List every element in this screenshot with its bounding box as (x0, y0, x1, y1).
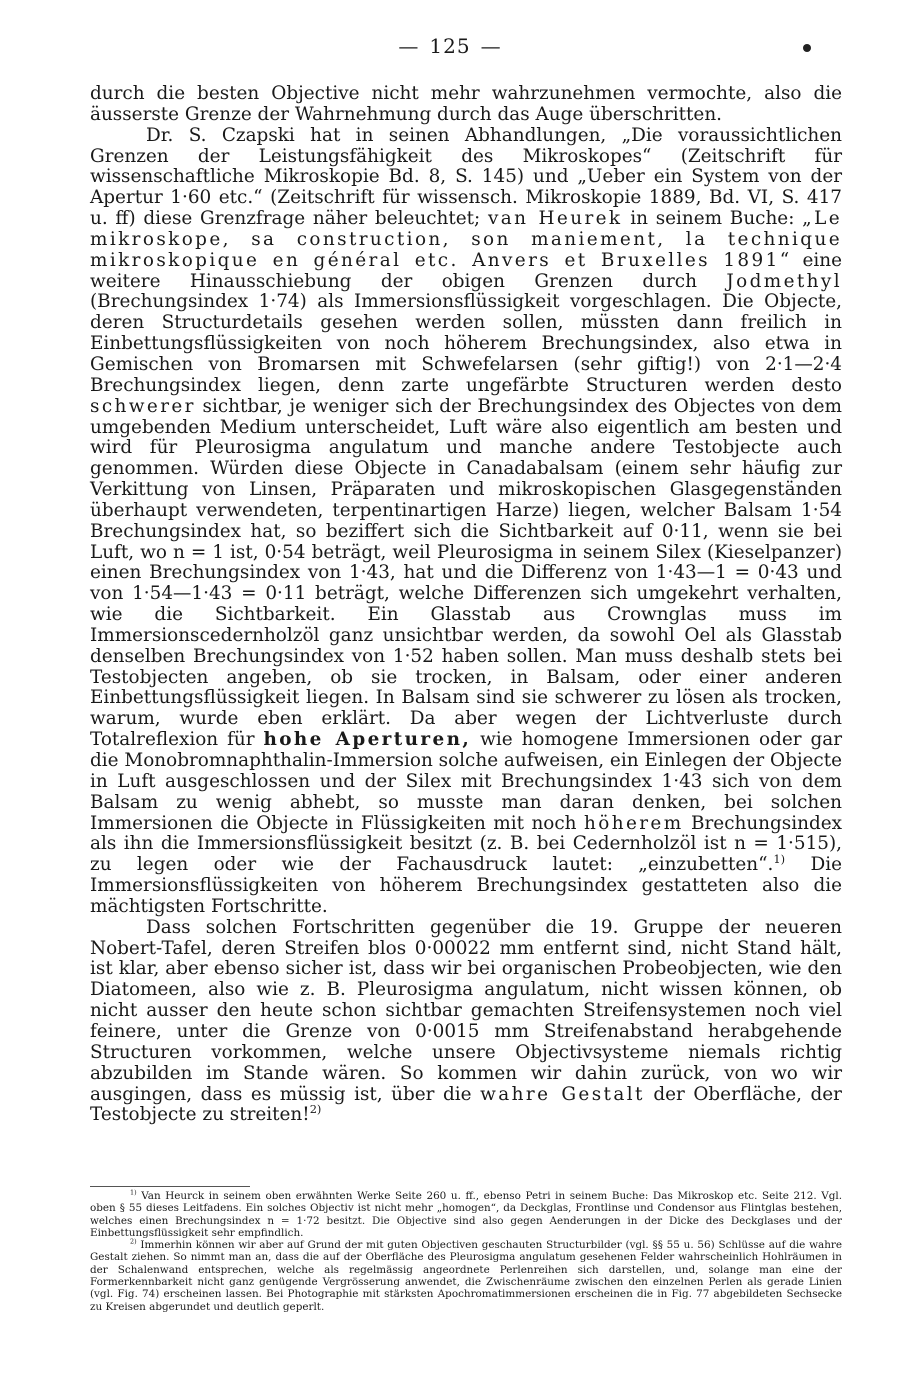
footnote-1-text: Van Heurck in seinem oben erwähnten Werke Seite 260 u. ff., ebenso Petri in seinem Buche: Das Mikroskop etc. Seite 212. Vgl. oben § 55 dieses Leitfadens. Ein solches Objectiv ist nicht mehr „homogen“, da Deckglas, Frontlinse und Condensor aus Flintglas bestehen, welches einen Brechungsindex n = 1·72 besitzt. Die Objective sind also gegen Aenderungen in der Dicke des Deckglases und der Einbettungsflüssigkeit sehr empfindlich. (90, 1190, 842, 1239)
p1-text-h: Die Immersionsflüssigkeiten von höherem Brechungsindex gestatteten also die mächtigsten Fortschritte. (90, 854, 842, 917)
p1-text-g: Brechungsindex als ihn die Immersionsflüssigkeit besitzt (z. B. bei Cedernholzöl ist n = 1·515), zu legen oder wie der Fachausdruck lautet: „einzubetten“. (90, 812, 842, 876)
p1-author-name: van Heurek (487, 208, 623, 230)
footnote-1-mark: 1) (130, 1188, 137, 1197)
p1-text-a: Dr. S. Czapski hat in seinen Abhandlungen, „Die voraussichtlichen Grenzen der Leistungsfähigkeit des Mikroskopes“ (Zeitschrift für wissenschaftliche Mikroskopie Bd. 8, S. 145) und „Ueber ein System von der Apertur 1·60 etc.“ (Zeitschrift für wissensch. Mikroskopie 1889, Bd. VI, S. 417 u. ff) diese Grenzfrage näher beleuchtet; (90, 124, 842, 230)
ink-speck (803, 44, 811, 52)
footnotes (90, 1190, 842, 1313)
footnote-separator (90, 1186, 250, 1187)
p1-hoeherem: höherem (583, 812, 684, 834)
p1-text-c: eine weitere Hinausschiebung der obigen Grenzen durch (90, 249, 842, 292)
footnote-2-text: Immerhin können wir aber auf Grund der mit guten Objectiven geschauten Structurbilder (vgl. §§ 55 u. 56) Schlüsse auf die wahre Gestalt ziehen. So nimmt man an, dass die auf der Oberfläche des Pleurosigma angulatum gesehenen Felder wahrscheinlich Hohlräumen in der Schalenwand entsprechen, welche als regelmässig angeordnete Perlenreihen sich darstellen, und, solange man eine der Formerkennbarkeit nicht ganz genügende Vergrösserung anwendet, die Zwischenräume zwischen den einzelnen Perlen als gerade Linien (vgl. Fig. 74) erscheinen lassen. Bei Photographie mit stärksten Apochromatimmersionen erscheinen die in Fig. 77 abgebildeten Sechsecke zu Kreisen abgerundet und deutlich geperlt. (90, 1239, 842, 1313)
header-dash-left: — (398, 34, 420, 58)
paragraph-czapski (90, 126, 842, 918)
paragraph-continuation (90, 84, 842, 126)
p1-schwerer: schwerer (90, 395, 196, 417)
header-dash-right: — (480, 34, 502, 58)
footnote-1 (90, 1190, 842, 1239)
p1-text-e: sichtbar, je weniger sich der Brechungsindex des Objectes von dem umgebenden Medium unterscheidet, Luft wäre also eigentlich am besten und wird für Pleurosigma angulatum und manche andere Testobjecte auch genommen. Würden diese Objecte in Canadabalsam (einem sehr häufig zur Verkittung von Linsen, Präparaten und mikroskopischen Glasgegenständen überhaupt verwendeten, terpentinartigen Harze) liegen, welcher Balsam 1·54 Brechungsindex hat, so beziffert sich die Sichtbarkeit auf 0·11, wenn sie bei Luft, wo n = 1 ist, 0·54 beträgt, weil Pleurosigma in seinem Silex (Kieselpanzer) einen Brechungsindex von 1·43, hat und die Differenz von 1·43—1 = 0·43 und von 1·54—1·43 = 0·11 beträgt, welche Differenzen sich umgekehrt verhalten, wie die Sichtbarkeit. Ein Glasstab aus Crownglas muss im Immersionscedernholzöl ganz unsichtbar werden, da sowohl Oel als Glasstab denselben Brechungsindex von 1·52 haben sollen. Man muss deshalb stets bei Testobjecten angeben, ob sie trocken, in Balsam, oder einer anderen Einbettungsflüssigkeit liegen. In Balsam sind sie schwerer zu lösen als trocken, warum, wurde eben erklärt. Da aber wegen der Lichtverluste durch Totalreflexion für (90, 395, 842, 751)
p1-text-b: in seinem Buche: (630, 208, 795, 230)
page-header (0, 34, 900, 58)
p1-hohe-aperturen: hohe Aperturen, (263, 729, 472, 751)
p2-wahre-gestalt: wahre Gestalt (480, 1083, 645, 1105)
p1-text-d: (Brechungsindex 1·74) als Immersionsflüssigkeit vorgeschlagen. Die Objecte, deren Structurdetails gesehen werden sollen, müssten dann freilich in Einbettungsflüssigkeiten von noch höherem Brechungsindex, also etwa in Gemischen von Bromarsen mit Schwefelarsen (sehr giftig!) von 2·1—2·4 Brechungsindex liegen, denn zarte ungefärbte Structuren werden desto (90, 291, 842, 396)
main-text (90, 84, 842, 1126)
paragraph-0-text: durch die besten Objective nicht mehr wahrzunehmen vermochte, also die äusserste Grenze der Wahrnehmung durch das Auge überschritten. (90, 83, 842, 125)
p1-jodmethyl: Jodmethyl (726, 270, 842, 292)
footnote-ref-1[interactable]: 1) (773, 852, 786, 867)
paragraph-nobert (90, 918, 842, 1126)
page-number: 125 (429, 34, 471, 58)
footnote-2-mark: 2) (130, 1237, 137, 1246)
p1-text-f: wie homogene Immersionen oder gar die Monobromnaphthalin-Immersion solche aufweisen, ein Einlegen der Objecte in Luft ausgeschlossen und der Silex mit Brechungsindex 1·43 sich von dem Balsam zu wenig abhebt, so musste man daran denken, bei solchen Immersionen die Objecte in Flüssigkeiten mit noch (90, 729, 842, 834)
p1-book-title: „Le mikroskope, sa construction, son maniement, la technique mikroskopique en général etc. Anvers et Bruxelles 1891“ (90, 208, 842, 271)
footnote-2 (90, 1239, 842, 1313)
p2-text-a: Dass solchen Fortschritten gegenüber die 19. Gruppe der neueren Nobert-Tafel, deren Streifen blos 0·00022 mm entfernt sind, nicht Stand hält, ist klar, aber ebenso sicher ist, dass wir bei organischen Probeobjecten, wie den Diatomeen, also wie z. B. Pleurosigma angulatum, nicht wissen können, ob nicht ausser den heute schon sichtbar gemachten Streifensystemen noch viel feinere, unter die Grenze von 0·0015 mm Streifenabstand herabgehende Structuren vorkommen, welche unsere Objectivsysteme niemals richtig abzubilden im Stande wären. So kommen wir dahin zurück, von wo wir ausgingen, dass es müssig ist, über die (90, 916, 842, 1105)
p2-text-b: der Oberfläche, der Testobjecte zu streiten! (90, 1083, 842, 1126)
footnote-ref-2[interactable]: 2) (309, 1102, 322, 1117)
